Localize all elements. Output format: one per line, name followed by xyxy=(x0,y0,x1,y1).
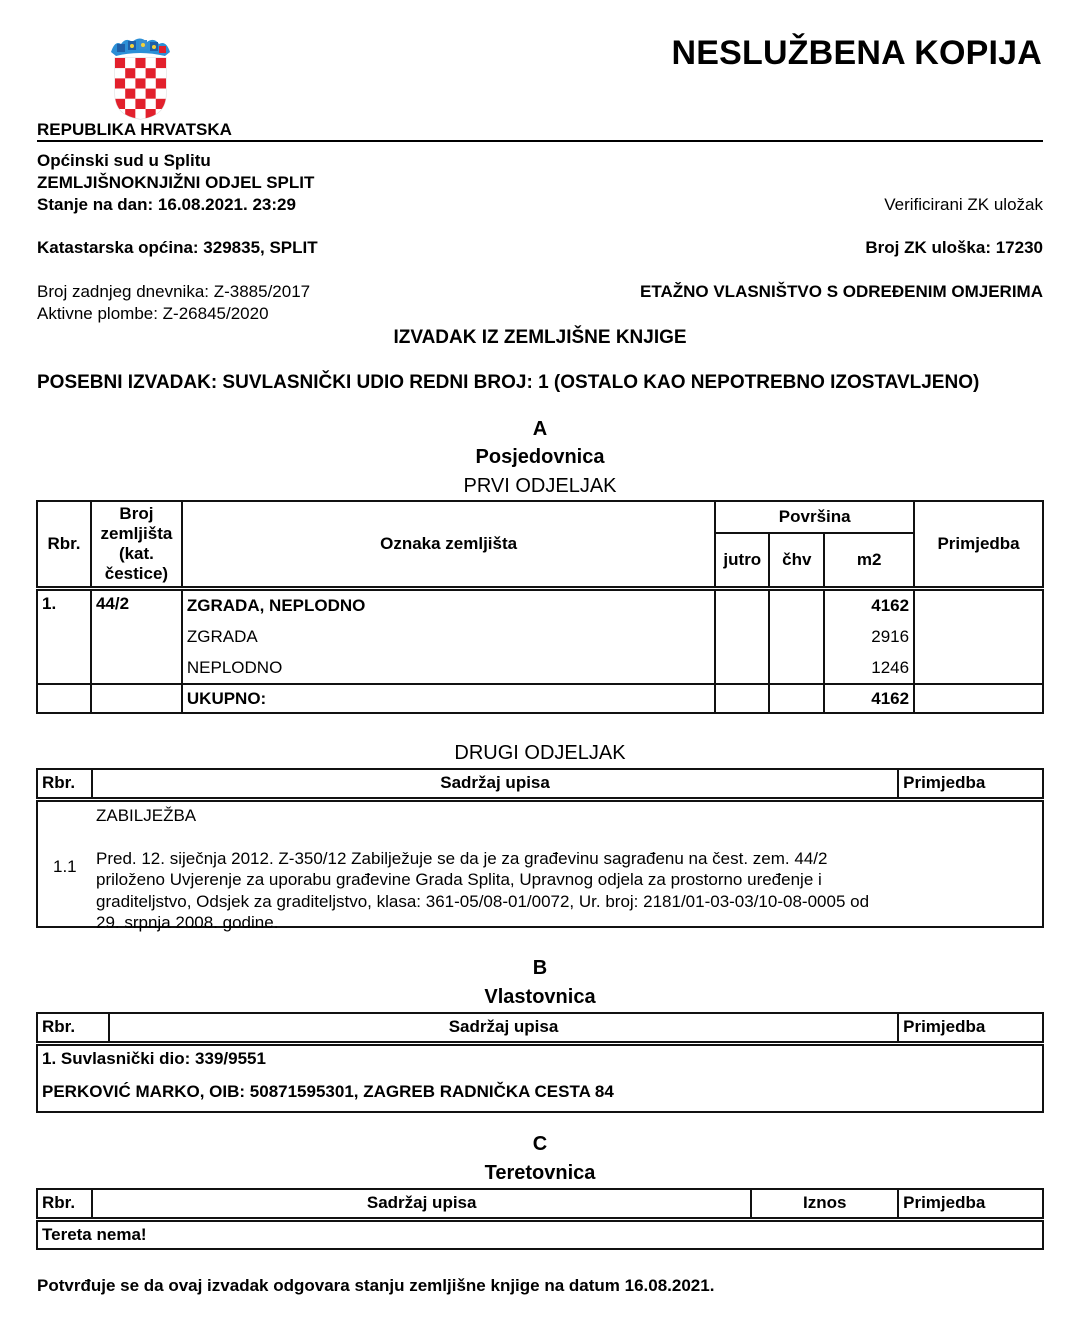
col-rbr: Rbr. xyxy=(37,501,91,589)
crest-square xyxy=(146,99,156,109)
col-entry-content: Sadržaj upisa xyxy=(92,769,898,799)
crest-square xyxy=(125,68,135,78)
row-chv xyxy=(769,589,824,685)
last-diary-number: Broj zadnjeg dnevnika: Z-3885/2017 xyxy=(37,282,311,301)
verified-label: Verificirani ZK uložak xyxy=(884,195,1043,214)
confirmation-statement: Potvrđuje se da ovaj izvadak odgovara stanju zemljišne knjige na datum 16.08.2021. xyxy=(37,1276,715,1295)
cadastral-municipality: Katastarska općina: 329835, SPLIT xyxy=(37,238,318,257)
row-remark xyxy=(914,589,1043,685)
col-rbr: Rbr. xyxy=(37,1189,92,1219)
court-name: Općinski sud u Splitu xyxy=(37,151,211,170)
col-m2: m2 xyxy=(824,533,914,589)
crest-square xyxy=(125,78,135,88)
crest-square xyxy=(135,89,145,99)
row-m2: 4162 xyxy=(824,589,914,622)
croatian-coat-of-arms-icon xyxy=(109,36,172,120)
col-remark: Primjedba xyxy=(898,769,1043,799)
table-row xyxy=(37,589,1043,622)
owner-details: PERKOVIĆ MARKO, OIB: 50871595301, ZAGREB RADNIČKA CESTA 84 xyxy=(42,1081,614,1101)
entry-rbr: 1.1 xyxy=(53,856,77,876)
active-seals: Aktivne plombe: Z-26845/2020 xyxy=(37,304,269,323)
crest-square xyxy=(135,68,145,78)
country-name: REPUBLIKA HRVATSKA xyxy=(37,120,232,139)
total-row xyxy=(37,684,1043,713)
row-jutro xyxy=(715,589,769,685)
section-c-letter: C xyxy=(532,1133,548,1155)
col-jutro: jutro xyxy=(715,533,769,589)
crest-square xyxy=(156,58,166,68)
header-divider xyxy=(37,140,1043,142)
zk-number: Broj ZK uloška: 17230 xyxy=(865,238,1043,257)
row-designation: ZGRADA xyxy=(182,621,715,652)
crest-square xyxy=(125,99,135,109)
row-designation: NEPLODNO xyxy=(182,652,715,684)
co-ownership-share: 1. Suvlasnički dio: 339/9551 xyxy=(42,1048,266,1068)
encumbrances-table xyxy=(36,1188,1044,1250)
special-extract-title: POSEBNI IZVADAK: SUVLASNIČKI UDIO REDNI BROJ: 1 (OSTALO KAO NEPOTREBNO IZOSTAVLJENO) xyxy=(37,372,980,393)
ownership-table xyxy=(36,1012,1044,1113)
row-m2: 1246 xyxy=(824,652,914,684)
total-m2: 4162 xyxy=(824,684,914,713)
col-remark: Primjedba xyxy=(898,1189,1043,1219)
crest-square xyxy=(115,68,125,78)
crest-square xyxy=(115,78,125,88)
col-remark: Primjedba xyxy=(898,1013,1043,1043)
section-a-part2-title: DRUGI ODJELJAK xyxy=(454,742,626,764)
entry-text: Pred. 12. siječnja 2012. Z-350/12 Zabilježuje se da je za građevinu sagrađenu na čest. zem. 44/2 priloženo Uvjerenje za uporabu građevine Grada Splita, Upravnog odjela za prostorno uređenje i graditeljstvo, Odsjek za graditeljstvo, klasa: 361-05/08-01/0072, Ur. broj: 2181/01-03-03/10-08-0005 od 29. srpnja 2008. godine. xyxy=(96,848,870,932)
row-parcel-number: 44/2 xyxy=(91,589,182,685)
col-entry-content: Sadržaj upisa xyxy=(92,1189,751,1219)
section-a-letter: A xyxy=(532,418,548,440)
crest-square xyxy=(156,68,166,78)
col-area: Površina xyxy=(715,501,914,533)
crest-square xyxy=(125,58,135,68)
crest-square xyxy=(146,89,156,99)
table-row xyxy=(37,799,1043,927)
land-parcels-table xyxy=(36,500,1044,714)
col-land-designation: Oznaka zemljišta xyxy=(182,501,715,589)
col-chv: čhv xyxy=(769,533,824,589)
section-c-name: Teretovnica xyxy=(484,1162,596,1184)
crest-square xyxy=(115,58,125,68)
table-row xyxy=(37,621,1043,652)
crest-square xyxy=(146,109,156,119)
crest-square xyxy=(115,89,125,99)
crest-square xyxy=(156,89,166,99)
entry-type: ZABILJEŽBA xyxy=(96,805,197,825)
col-parcel-number: Broj zemljišta (kat. čestice) xyxy=(91,501,182,589)
extract-title: IZVADAK IZ ZEMLJIŠNE KNJIGE xyxy=(393,327,687,348)
crest-square xyxy=(146,68,156,78)
state-date: Stanje na dan: 16.08.2021. 23:29 xyxy=(37,195,296,214)
crown-icon xyxy=(111,39,170,57)
row-rbr: 1. xyxy=(37,589,91,685)
section-a-part1-title: PRVI ODJELJAK xyxy=(463,475,617,497)
row-m2: 2916 xyxy=(824,621,914,652)
row-designation: ZGRADA, NEPLODNO xyxy=(182,589,715,622)
crest-square xyxy=(146,78,156,88)
col-entry-content: Sadržaj upisa xyxy=(109,1013,898,1043)
table-row xyxy=(37,1043,1043,1112)
total-label: UKUPNO: xyxy=(182,684,715,713)
crest-square xyxy=(135,99,145,109)
crest-square xyxy=(135,58,145,68)
crest-square xyxy=(125,89,135,99)
notes-table xyxy=(36,768,1044,932)
department-name: ZEMLJIŠNOKNJIŽNI ODJEL SPLIT xyxy=(37,173,315,192)
crest-square xyxy=(135,109,145,119)
crest-square xyxy=(135,78,145,88)
table-row xyxy=(37,652,1043,684)
table-row xyxy=(37,1219,1043,1249)
crest-square xyxy=(146,58,156,68)
crest-square xyxy=(156,78,166,88)
col-rbr: Rbr. xyxy=(37,769,92,799)
crest-square xyxy=(125,109,135,119)
no-encumbrances: Tereta nema! xyxy=(37,1219,1043,1249)
unofficial-copy-stamp: NESLUŽBENA KOPIJA xyxy=(671,34,1042,72)
col-amount: Iznos xyxy=(751,1189,898,1219)
col-rbr: Rbr. xyxy=(37,1013,109,1043)
ownership-type: ETAŽNO VLASNIŠTVO S ODREĐENIM OMJERIMA xyxy=(640,282,1043,301)
section-b-letter: B xyxy=(532,957,548,979)
col-remark: Primjedba xyxy=(914,501,1043,589)
section-a-name: Posjedovnica xyxy=(475,446,605,468)
section-b-name: Vlastovnica xyxy=(484,986,596,1008)
